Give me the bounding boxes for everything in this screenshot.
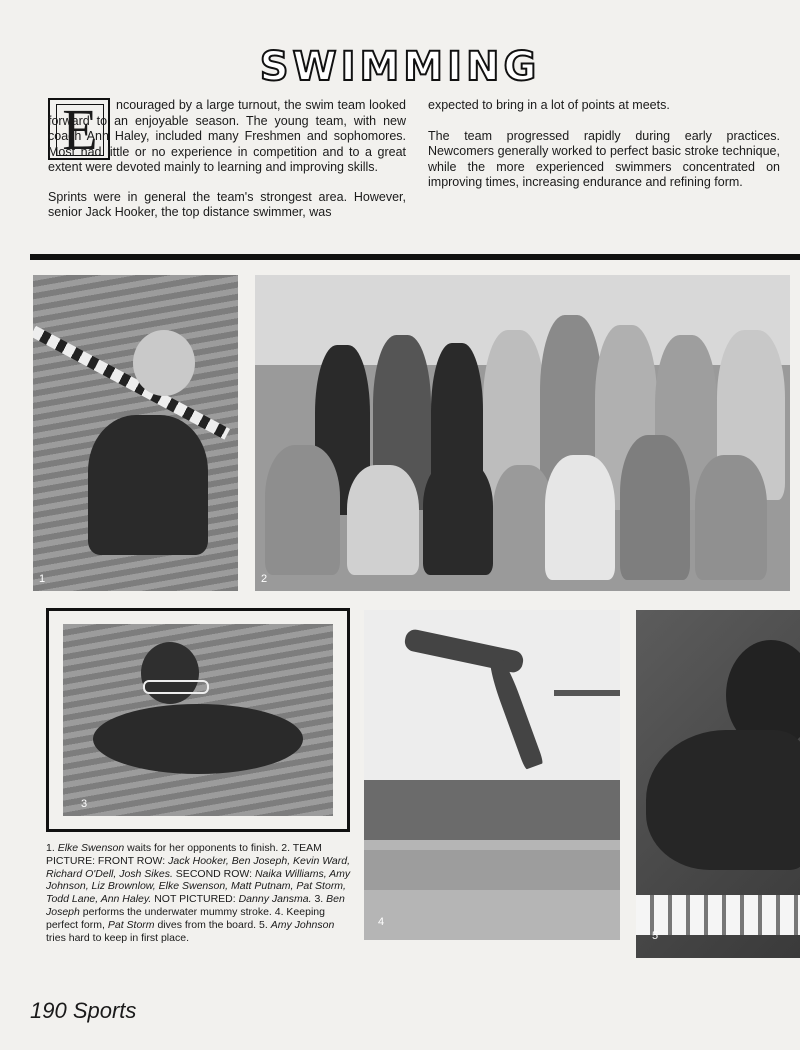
column-2-paragraph-1: expected to bring in a lot of points at meets. — [428, 98, 670, 112]
photo-2-team-picture — [255, 275, 790, 591]
drop-cap-letter: E — [56, 104, 104, 156]
caption-name: Naika Williams, Amy Johnson, Liz Brownlow, Elke Swenson, Matt Putnam, Pat Storm, Todd Lane, Ann Haley. — [46, 867, 351, 906]
caption-name: Danny Jansma. — [238, 893, 312, 906]
caption-text: waits for her opponents to finish. 2. TEAM PICTURE: FRONT ROW: — [46, 842, 322, 867]
photo-number: 5 — [652, 930, 659, 942]
goggles — [143, 680, 209, 694]
column-2 — [428, 98, 780, 191]
photo-number: 4 — [378, 916, 385, 928]
diving-board — [554, 690, 620, 696]
caption-text: NOT PICTURED: — [151, 893, 239, 906]
photo-number: 1 — [39, 573, 46, 585]
photo-number: 3 — [81, 798, 88, 810]
photo-4-diving — [364, 610, 620, 940]
caption-name: Elke Swenson — [57, 842, 125, 854]
column-1-paragraph-1: ncouraged by a large turnout, the swim team looked forward to an enjoyable season. The young team, with new coach Ann Haley, included many Freshmen and sophomores. Most had little or no experience in competition and to a great extent were devoted mainly to learning and improving skills. — [48, 98, 406, 174]
swimmer-body — [88, 415, 208, 555]
caption-text: 1. — [46, 842, 58, 854]
caption-name: Amy Johnson — [270, 918, 335, 931]
section-divider — [30, 254, 800, 260]
photo-1-swimmer-waiting — [33, 275, 238, 591]
swimmer-head — [133, 330, 195, 396]
caption-text: SECOND ROW: — [172, 867, 255, 880]
page-title: SWIMMING — [259, 44, 541, 90]
caption-name: Pat Storm — [107, 918, 155, 931]
lane-rope — [636, 895, 800, 935]
page-footer: 190 Sports — [30, 998, 137, 1023]
column-1-paragraph-2: Sprints were in general the team's strongest area. However, senior Jack Hooker, the top distance swimmer, was — [48, 189, 406, 219]
swimmer-body — [93, 704, 303, 774]
caption-text: performs the underwater mummy stroke. 4. Keeping perfect form, — [46, 905, 325, 931]
caption-text: 3. — [311, 893, 327, 906]
pool-water — [364, 850, 620, 890]
caption-text: dives from the board. 5. — [154, 918, 271, 931]
caption-name: Ben Joseph — [46, 893, 345, 918]
photo-3-underwater-stroke — [63, 624, 333, 816]
caption-name: Jack Hooker, Ben Joseph, Kevin Ward, Richard O'Dell, Josh Sikes. — [46, 854, 351, 880]
column-2-paragraph-2: The team progressed rapidly during early practices. Newcomers generally worked to perfect basic stroke technique, while the more experienced swimmers concentrated on improving times, increasing endurance and refining form. — [428, 128, 780, 189]
column-1 — [48, 98, 406, 221]
swimmer-head — [141, 642, 199, 704]
photo-captions — [46, 842, 352, 944]
photo-5-swimmer-racing — [636, 610, 800, 958]
swimmer-body — [646, 730, 800, 870]
photo-number: 2 — [261, 573, 268, 585]
caption-text: tries hard to keep in first place. — [46, 931, 189, 944]
